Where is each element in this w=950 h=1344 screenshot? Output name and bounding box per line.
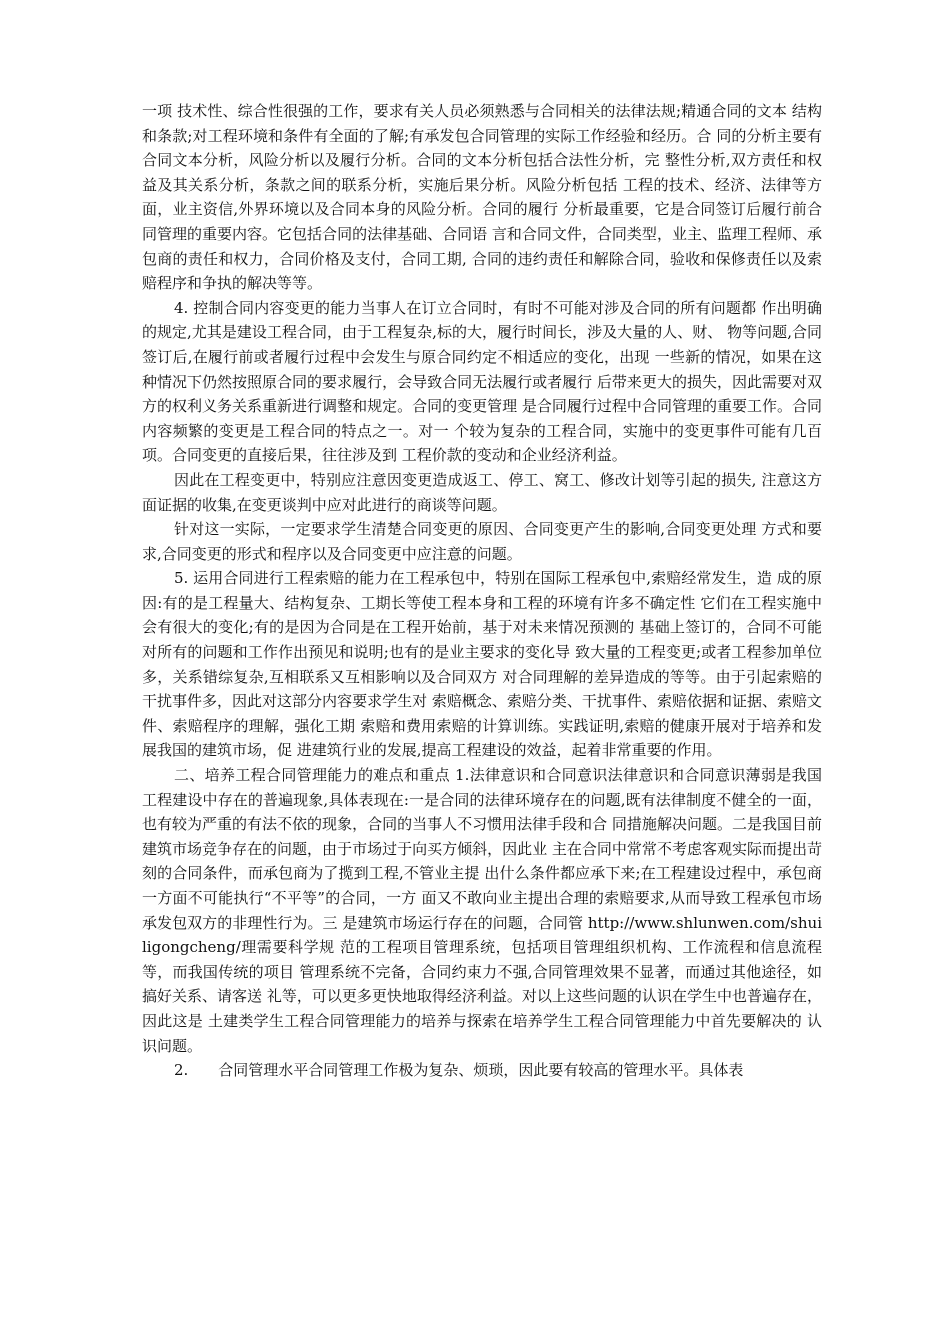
paragraph-contract-change-ability: 4. 控制合同内容变更的能力当事人在订立合同时，有时不可能对涉及合同的所有问题都 作出明确的规定,尤其是建设工程合同，由于工程复杂,标的大，履行时间长，涉及大量的人、财、 物等问题,合同签订后,在履行前或者履行过程中会发生与原合同约定不相适应的变化，出现 一些新的情况，如果在这种情况下仍然按照原合同的要求履行，会导致合同无法履行或者履行 后带来更大的损失，因此需要对双方的权利义务关系重新进行调整和规定。合同的变更管理 是合同履行过程中合同管理的重要工作。合同内容频繁的变更是工程合同的特点之一。对一 个较为复杂的工程合同，实施中的变更事件可能有几百项。合同变更的直接后果，往往涉及到 工程价款的变动和企业经济利益。 [142, 298, 822, 465]
paragraph-change-losses: 因此在工程变更中，特别应注意因变更造成返工、停工、窝工、修改计划等引起的损失, 注意这方面证据的收集,在变更谈判中应对此进行的商谈等问题。 [142, 470, 822, 514]
paragraph-difficulties-key-points: 二、培养工程合同管理能力的难点和重点 1.法律意识和合同意识法律意识和合同意识薄弱是我国工程建设中存在的普遍现象,具体表现在:一是合同的法律环境存在的问题,既有法律制度不健全的一面，也有较为严重的有法不依的现象，合同的当事人不习惯用法律手段和合 同措施解决问题。二是我国目前建筑市场竞争存在的问题，由于市场过于向买方倾斜，因此业 主在合同中常常不考虑客观实际而提出苛刻的合同条件，而承包商为了揽到工程,不管业主提 出什么条件都应承下来;在工程建设过程中，承包商一方面不可能执行“不平等”的合同，一方 面又不敢向业主提出合理的索赔要求,从而导致工程承包市场承发包双方的非理性行为。三 是建筑市场运行存在的问题，合同管 http://www.shlunwen.com/shuiligongcheng/理需要科学规 范的工程项目管理系统，包括项目管理组织机构、工作流程和信息流程等，而我国传统的项目 管理系统不完备，合同约束力不强,合同管理效果不显著，而通过其他途径，如搞好关系、请客送 礼等，可以更多更快地取得经济利益。对以上这些问题的认识在学生中也普遍存在，因此这是 土建类学生工程合同管理能力的培养与探索在培养学生工程合同管理能力中首先要解决的 认识问题。 [142, 766, 822, 1055]
paragraph-contract-analysis: 一项 技术性、综合性很强的工作，要求有关人员必须熟悉与合同相关的法律法规;精通合同的文本 结构和条款;对工程环境和条件有全面的了解;有承发包合同管理的实际工作经验和经历。合 同的分析主要有合同文本分析，风险分析以及履行分析。合同的文本分析包括合法性分析，完 整性分析,双方责任和权益及其关系分析，条款之间的联系分析，实施后果分析。风险分析包括 工程的技术、经济、法律等方面，业主资信,外界环境以及合同本身的风险分析。合同的履行 分析最重要，它是合同签订后履行前合同管理的重要内容。它包括合同的法律基础、合同语 言和合同文件，合同类型，业主、监理工程师、承包商的责任和权力，合同价格及支付，合同工期, 合同的违约责任和解除合同，验收和保修责任以及索赔程序和争执的解决等等。 [142, 102, 822, 293]
document-body [142, 99, 822, 1083]
paragraph-change-requirements: 针对这一实际，一定要求学生清楚合同变更的原因、合同变更产生的影响,合同变更处理 方式和要求,合同变更的形式和程序以及合同变更中应注意的问题。 [142, 520, 822, 563]
paragraph-claims-ability: 5. 运用合同进行工程索赔的能力在工程承包中，特别在国际工程承包中,索赔经常发生，造 成的原因:有的是工程量大、结构复杂、工期长等使工程本身和工程的环境有许多不确定性 它们在工程实施中会有很大的变化;有的是因为合同是在工程开始前，基于对未来情况预测的 基础上签订的，合同不可能对所有的问题和工作作出预见和说明;也有的是业主要求的变化导 致大量的工程变更;或者工程参加单位多，关系错综复杂,互相联系又互相影响以及合同双方 对合同理解的差异造成的等等。由于引起索赔的干扰事件多，因此对这部分内容要求学生对 索赔概念、索赔分类、干扰事件、索赔依据和证据、索赔文件、索赔程序的理解，强化工期 索赔和费用索赔的计算训练。实践证明,索赔的健康开展对于培养和发展我国的建筑市场，促 进建筑行业的发展,提高工程建设的效益，起着非常重要的作用。 [142, 569, 822, 760]
paragraph-management-level: 2. 合同管理水平合同管理工作极为复杂、烦琐，因此要有较高的管理水平。具体表 [174, 1061, 744, 1080]
